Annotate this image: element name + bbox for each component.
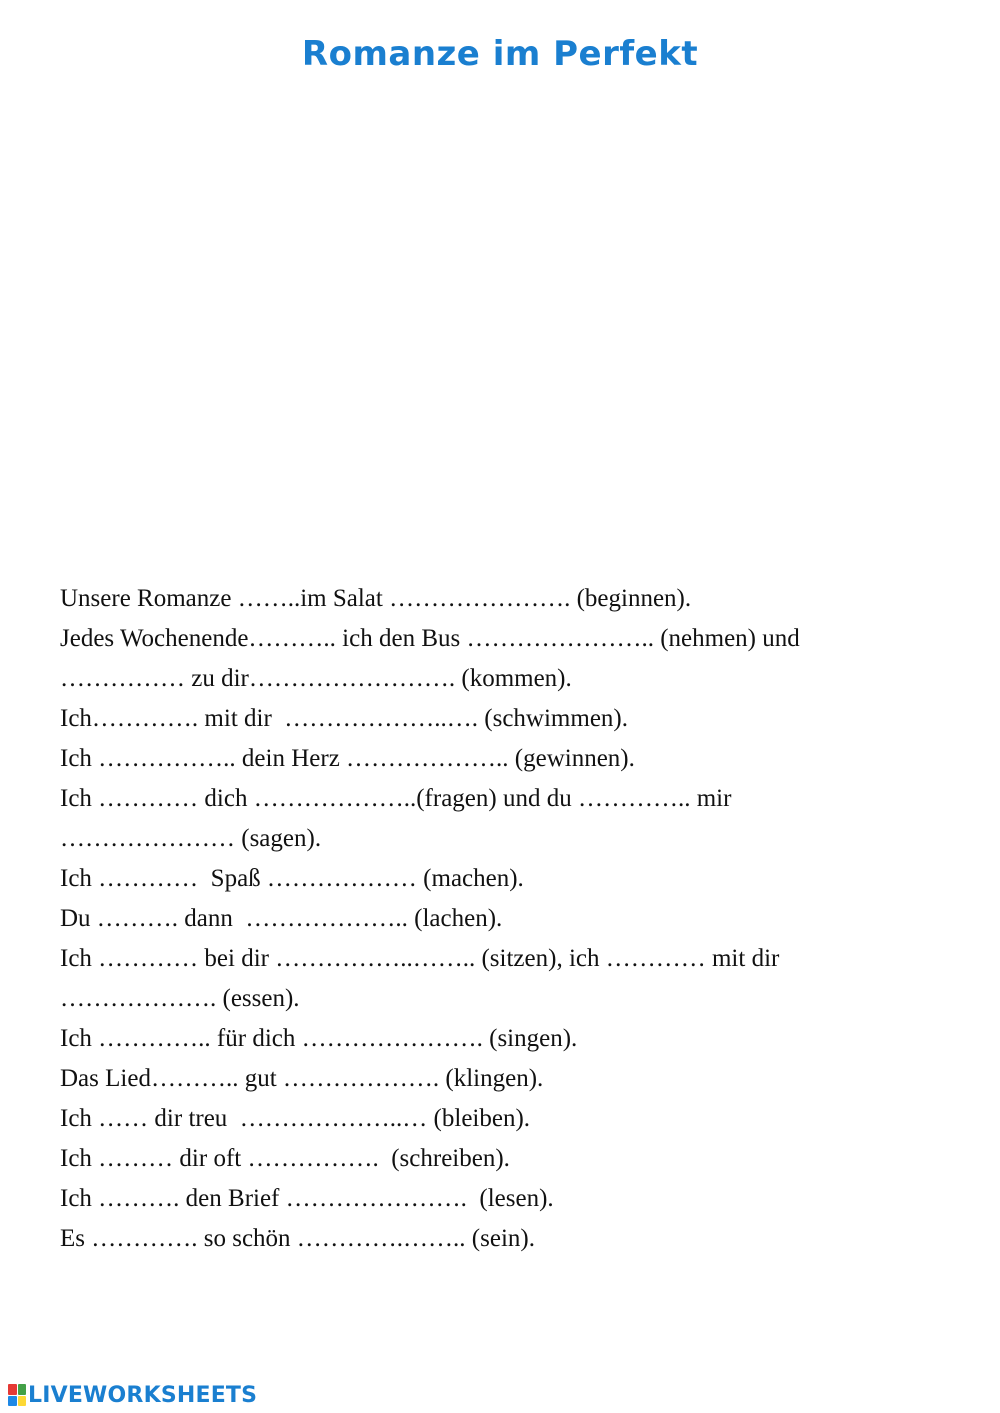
logo-square xyxy=(18,1384,27,1395)
logo-grid-icon xyxy=(8,1384,26,1406)
exercise-line: …………… zu dir……………………. (kommen). xyxy=(60,665,572,692)
exercise-line: Ich ………… Spaß ……………… (machen). xyxy=(60,865,524,892)
page-title: Romanze im Perfekt xyxy=(301,34,699,74)
logo-square xyxy=(18,1396,27,1407)
exercise-line: Ich …… dir treu ………………..… (bleiben). xyxy=(60,1105,531,1132)
exercise-line: Du ………. dann ……………….. (lachen). xyxy=(60,905,503,932)
exercise-line: Es …………. so schön ………….…….. (sein). xyxy=(60,1225,535,1252)
exercise-line: Ich…………. mit dir ………………..…. (schwimmen). xyxy=(60,705,628,732)
logo-square xyxy=(8,1396,17,1407)
exercise-line: Ich ………… dich ………………..(fragen) und du ………….. mir xyxy=(60,785,732,812)
exercise-line: Ich ………….. für dich …………………. (singen). xyxy=(60,1025,578,1052)
exercise-text xyxy=(60,579,970,1259)
liveworksheets-logo[interactable] xyxy=(8,1380,257,1410)
logo-square xyxy=(8,1384,17,1395)
exercise-line: Das Lied……….. gut ………………. (klingen). xyxy=(60,1065,544,1092)
exercise-line: ………………. (essen). xyxy=(60,985,300,1012)
brand-name: LIVEWORKSHEETS xyxy=(28,1382,258,1408)
exercise-line: Unsere Romanze ……..im Salat …………………. (beginnen). xyxy=(60,585,692,612)
exercise-line: Ich ………. den Brief …………………. (lesen). xyxy=(60,1185,554,1212)
exercise-line: Ich ………… bei dir ……………..…….. (sitzen), ich ………… mit dir xyxy=(60,945,780,972)
exercise-line: Jedes Wochenende……….. ich den Bus ………………….. (nehmen) und xyxy=(60,625,800,652)
exercise-line: Ich ……… dir oft ……………. (schreiben). xyxy=(60,1145,510,1172)
exercise-line: ………………… (sagen). xyxy=(60,825,322,852)
exercise-line: Ich …………….. dein Herz ……………….. (gewinnen). xyxy=(60,745,635,772)
